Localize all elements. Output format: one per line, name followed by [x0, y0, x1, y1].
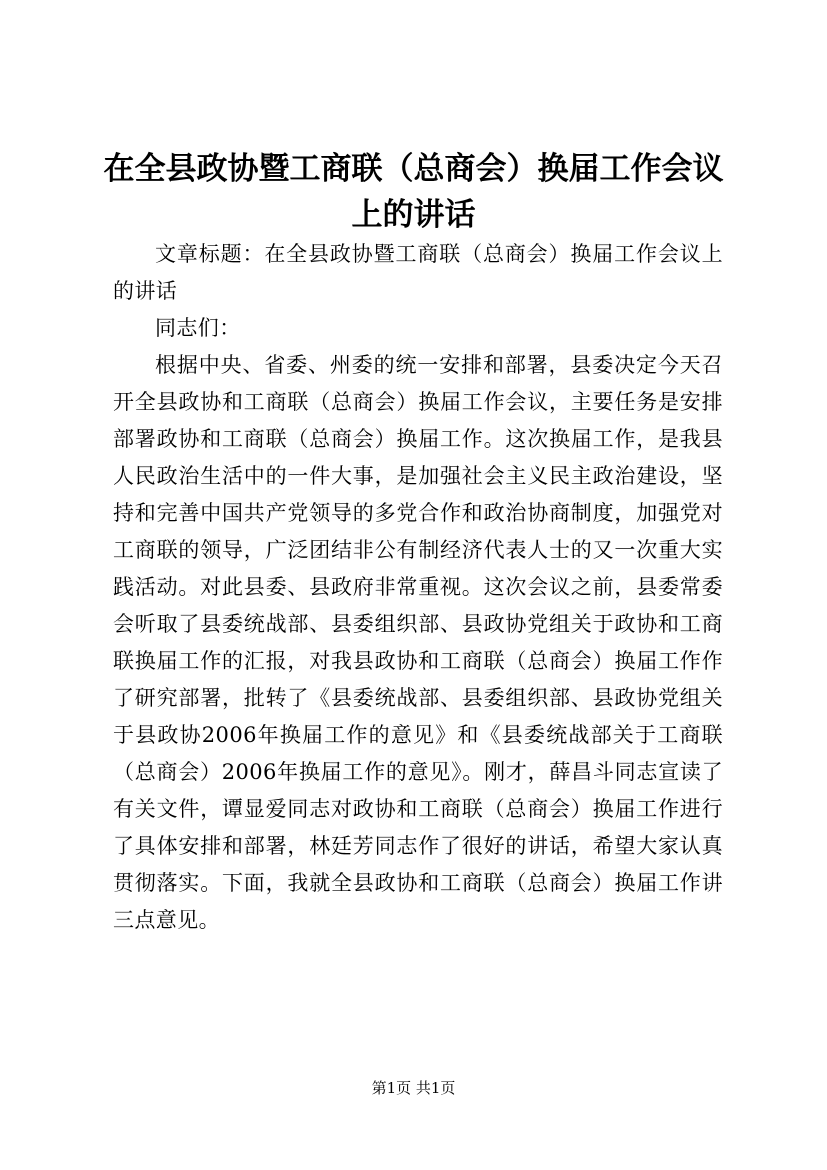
- body-paragraph: 根据中央、省委、州委的统一安排和部署，县委决定今天召开全县政协和工商联（总商会）换届工作会议，主要任务是安排部署政协和工商联（总商会）换届工作。这次换届工作，是我县人民政治生活中的一件大事，是加强社会主义民主政治建设，坚持和完善中国共产党领导的多党合作和政治协商制度，加强党对工商联的领导，广泛团结非公有制经济代表人士的又一次重大实践活动。对此县委、县政府非常重视。这次会议之前，县委常委会听取了县委统战部、县委组织部、县政协党组关于政协和工商联换届工作的汇报，对我县政协和工商联（总商会）换届工作作了研究部署，批转了《县委统战部、县委组织部、县政协党组关于县政协2006年换届工作的意见》和《县委统战部关于工商联（总商会）2006年换届工作的意见》。刚才，薛昌斗同志宣读了有关文件，谭显爱同志对政协和工商联（总商会）换届工作进行了具体安排和部署，林廷芳同志作了很好的讲话，希望大家认真贯彻落实。下面，我就全县政协和工商联（总商会）换届工作讲三点意见。: [113, 353, 723, 932]
- salutation-paragraph: 同志们：: [155, 316, 241, 340]
- document-body: [113, 236, 723, 939]
- page-footer: 第1页 共1页: [371, 1079, 456, 1097]
- article-title-paragraph: 文章标题：在全县政协暨工商联（总商会）换届工作会议上的讲话: [113, 242, 723, 303]
- document-title: 在全县政协暨工商联（总商会）换届工作会议上的讲话: [103, 151, 724, 233]
